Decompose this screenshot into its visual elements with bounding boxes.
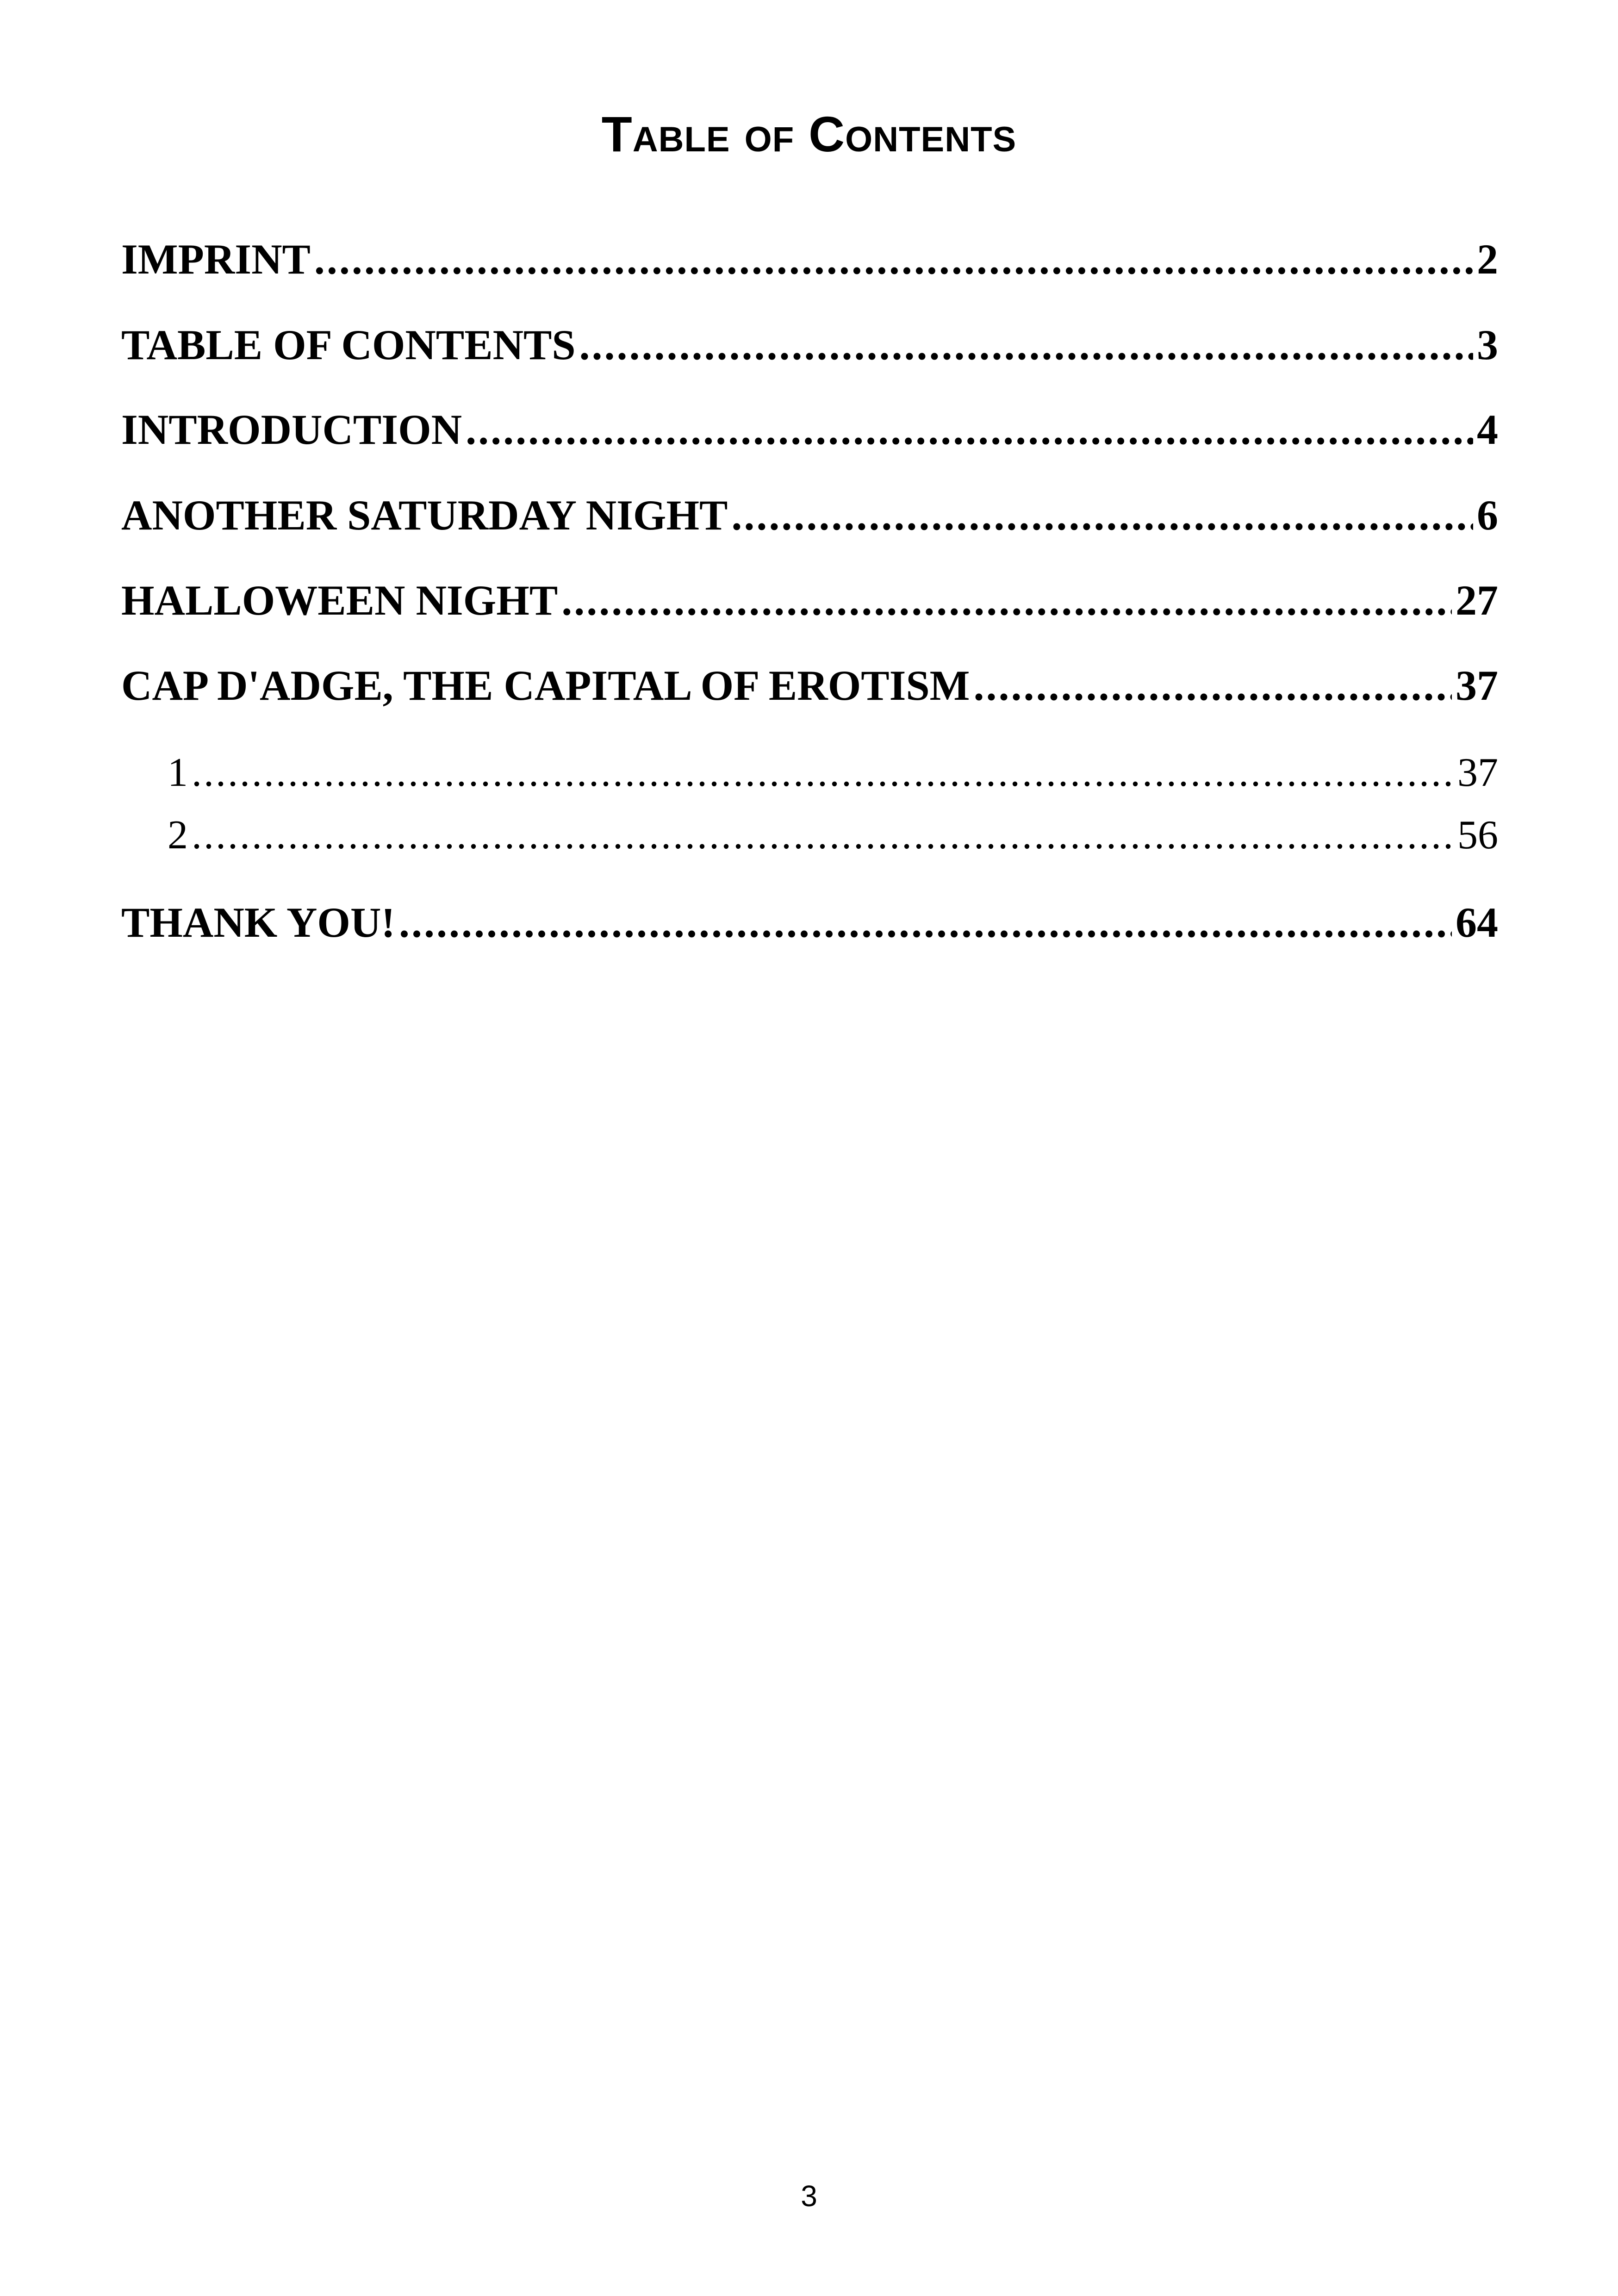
toc-entry-page: 37 <box>1457 750 1498 795</box>
toc-entry-thank-you[interactable] <box>121 895 1498 950</box>
toc-entry-page: 64 <box>1456 899 1498 946</box>
toc-entry-page: 4 <box>1477 406 1498 453</box>
toc-entry-label: TABLE OF CONTENTS <box>121 321 576 368</box>
toc-entry-page: 37 <box>1456 662 1498 709</box>
toc-entry-label: HALLOWEEN NIGHT <box>121 577 558 624</box>
toc-entry-page: 2 <box>1477 236 1498 283</box>
toc-subentry-1[interactable] <box>168 746 1498 799</box>
toc-entry-label: 2 <box>168 813 188 858</box>
toc-entry-table-of-contents[interactable] <box>121 317 1498 373</box>
toc-entry-label: CAP D'ADGE, THE CAPITAL OF EROTISM <box>121 662 970 709</box>
toc-entry-imprint[interactable] <box>121 231 1498 287</box>
table-of-contents <box>121 0 1498 1018</box>
toc-entry-page: 6 <box>1477 492 1498 539</box>
dot-leader <box>314 231 1473 287</box>
page-title: Table of Contents <box>601 106 1017 162</box>
toc-entry-label: IMPRINT <box>121 236 311 283</box>
toc-entry-page: 3 <box>1477 321 1498 368</box>
toc-entry-label: ANOTHER SATURDAY NIGHT <box>121 492 728 539</box>
toc-entry-page: 27 <box>1456 577 1498 624</box>
dot-leader <box>561 572 1452 628</box>
dot-leader <box>192 746 1454 799</box>
toc-entry-another-saturday-night[interactable] <box>121 487 1498 543</box>
page-number: 3 <box>801 2179 817 2213</box>
dot-leader <box>466 402 1473 457</box>
dot-leader <box>973 658 1452 713</box>
toc-entry-label: INTRODUCTION <box>121 406 462 453</box>
toc-entry-introduction[interactable] <box>121 402 1498 457</box>
dot-leader <box>579 317 1473 373</box>
toc-entry-label: THANK YOU! <box>121 899 396 946</box>
toc-entry-halloween-night[interactable] <box>121 572 1498 628</box>
toc-entry-label: 1 <box>168 750 188 795</box>
dot-leader <box>731 487 1473 543</box>
toc-entry-page: 56 <box>1457 813 1498 858</box>
toc-entry-cap-dadge[interactable] <box>121 658 1498 713</box>
dot-leader <box>192 809 1454 862</box>
dot-leader <box>399 895 1452 950</box>
toc-subentry-2[interactable] <box>168 809 1498 862</box>
